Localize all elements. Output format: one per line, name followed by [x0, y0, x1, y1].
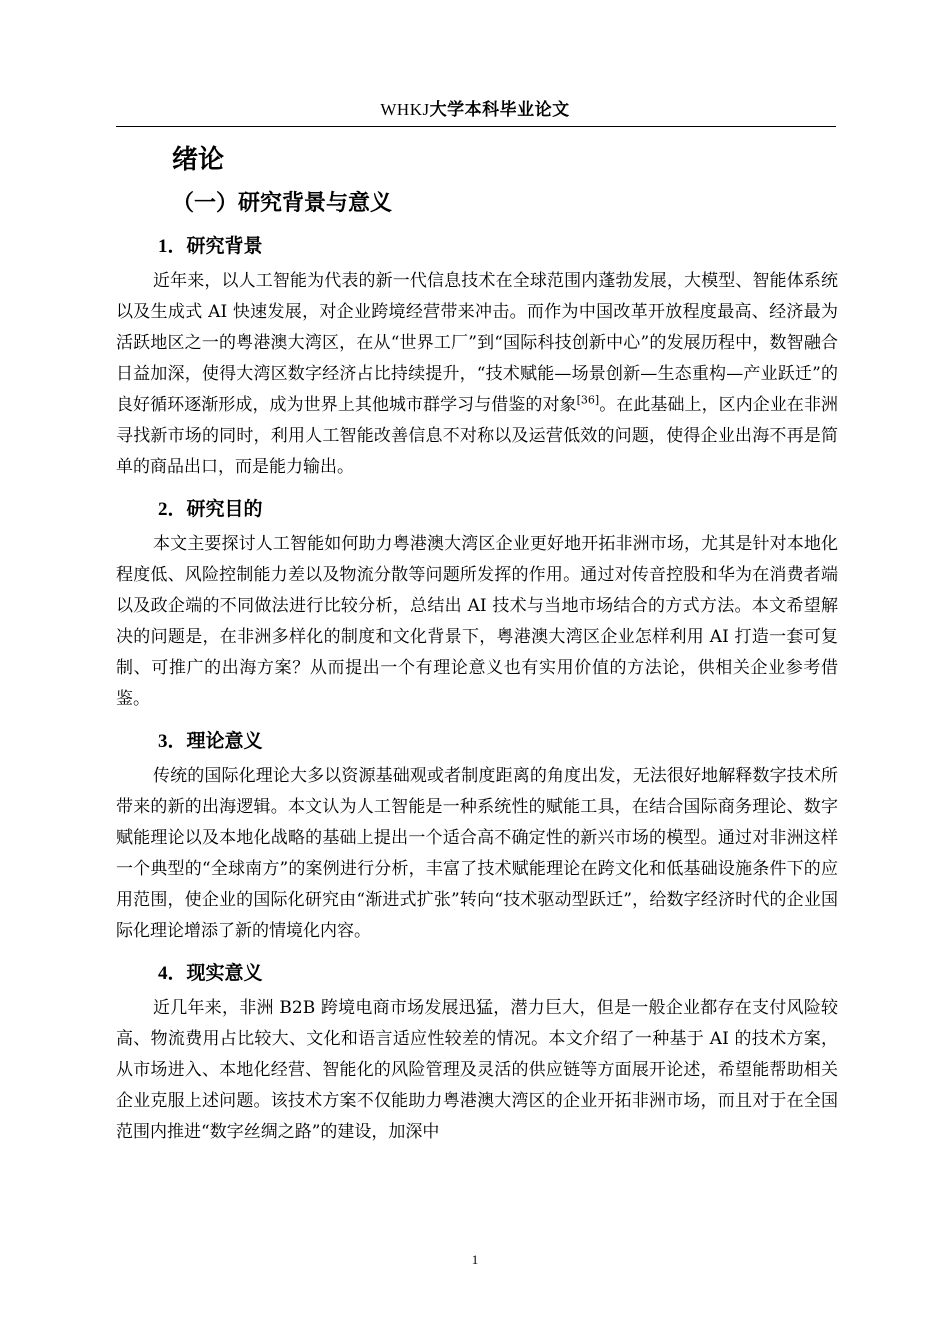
subsection-theoretical-significance [116, 721, 838, 947]
subsection-practical-significance [116, 953, 838, 1148]
subsection-title: 现实意义 [186, 962, 263, 984]
subsection-number: 2． [158, 499, 187, 520]
subsection-background [116, 226, 838, 483]
chapter-title: 绪论 [172, 145, 225, 175]
body-paragraph [116, 266, 838, 483]
subsection-title: 理论意义 [186, 730, 263, 752]
subsection-title: 研究目的 [186, 498, 263, 520]
body-paragraph: 传统的国际化理论大多以资源基础观或者制度距离的角度出发，无法很好地解释数字技术所带来的新的出海逻辑。本文认为人工智能是一种系统性的赋能工具，在结合国际商务理论、数字赋能理论以及本地化战略的基础上提出一个适合高不确定性的新兴市场的模型。通过对非洲这样一个典型的“全球南方”的案例进行分析，丰富了技术赋能理论在跨文化和低基础设施条件下的应用范围，使企业的国际化研究由“渐进式扩张”转向“技术驱动型跃迁”，给数字经济时代的企业国际化理论增添了新的情境化内容。 [116, 766, 838, 941]
subsection-heading [116, 489, 838, 529]
body-paragraph: 本文主要探讨人工智能如何助力粤港澳大湾区企业更好地开拓非洲市场，尤其是针对本地化程度低、风险控制能力差以及物流分散等问题所发挥的作用。通过对传音控股和华为在消费者端以及政企端的不同做法进行比较分析，总结出 AI 技术与当地市场结合的方式方法。本文希望解决的问题是，在非洲多样化的制度和文化背景下，粤港澳大湾区企业怎样利用 AI 打造一套可复制、可推广的出海方案？从而提出一个有理论意义也有实用价值的方法论，供相关企业参考借鉴。 [116, 534, 838, 709]
citation-marker: [36] [576, 393, 600, 407]
subsection-heading [116, 953, 838, 993]
subsection-title: 研究背景 [186, 235, 263, 257]
header-university-code: WHKJ [380, 100, 430, 119]
subsection-heading [116, 721, 838, 761]
header-thesis-label: 大学本科毕业论文 [429, 100, 570, 120]
subsection-heading [116, 226, 838, 266]
paragraph-text: 近年来，以人工智能为代表的新一代信息技术在全球范围内蓬勃发展，大模型、智能体系统以及生成式 AI 快速发展，对企业跨境经营带来冲击。而作为中国改革开放程度最高、经济最为活跃地区之一的粤港澳大湾区，在从“世界工厂”到“国际科技创新中心”的发展历程中，数智融合日益加深，使得大湾区数字经济占比持续提升，“技术赋能—场景创新—生态重构—产业跃迁”的良好循环逐渐形成，成为世界上其他城市群学习与借鉴的对象 [116, 271, 838, 415]
running-header [0, 95, 950, 120]
subsection-number: 3． [158, 731, 187, 752]
page-number: 1 [471, 1252, 479, 1267]
header-rule [116, 126, 836, 127]
subsection-purpose [116, 489, 838, 715]
subsection-number: 4． [158, 963, 187, 984]
subsection-number: 1． [158, 236, 187, 257]
page-body [116, 134, 838, 1154]
section-title: （一）研究背景与意义 [172, 191, 393, 216]
body-paragraph: 近几年来，非洲 B2B 跨境电商市场发展迅猛，潜力巨大，但是一般企业都存在支付风险较高、物流费用占比较大、文化和语言适应性较差的情况。本文介绍了一种基于 AI 的技术方案，从市场进入、本地化经营、智能化的风险管理及灵活的供应链等方面展开论述，希望能帮助相关企业克服上述问题。该技术方案不仅能助力粤港澳大湾区的企业开拓非洲市场，而且对于在全国范围内推进“数字丝绸之路”的建设，加深中 [116, 998, 838, 1142]
paragraph-text: 。在此基础上，区内企业在非洲寻找新市场的同时，利用人工智能改善信息不对称以及运营低效的问题，使得企业出海不再是简单的商品出口，而是能力输出。 [116, 395, 839, 477]
